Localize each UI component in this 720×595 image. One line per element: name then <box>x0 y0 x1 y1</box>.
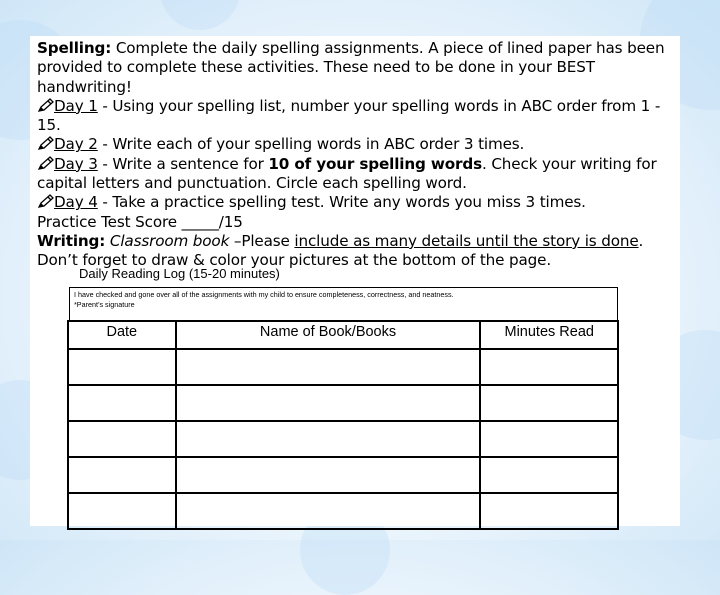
day-3-item <box>37 155 677 194</box>
day-2-label: Day 2 <box>54 135 98 154</box>
instructions <box>37 39 677 271</box>
spelling-label: Spelling: <box>37 39 112 57</box>
book-cell[interactable] <box>176 385 481 421</box>
pencil-icon <box>37 98 54 113</box>
column-header-minutes: Minutes Read <box>480 321 618 349</box>
date-cell[interactable] <box>68 493 176 529</box>
day-1-text: - Using your spelling list, number your spelling words in ABC order from 1 - 15. <box>37 96 661 135</box>
writing-underlined-text: include as many details until the story is done <box>294 231 639 250</box>
day-1-item <box>37 97 677 136</box>
writing-book: Classroom book <box>105 231 230 250</box>
spelling-text: Complete the daily spelling assignments. A piece of lined paper has been provided to complete these activities. These need to be done in your BEST handwriting! <box>37 39 665 96</box>
writing-text-b: . <box>638 231 644 250</box>
date-cell[interactable] <box>68 457 176 493</box>
date-cell[interactable] <box>68 385 176 421</box>
writing-instructions <box>37 232 677 251</box>
practice-test-score: Practice Test Score _____/15 <box>37 212 243 231</box>
parent-signature-label: *Parent’s signature <box>74 300 135 309</box>
minutes-cell[interactable] <box>480 385 618 421</box>
table-row <box>68 421 618 457</box>
day-2-text: - Write each of your spelling words in ABC order 3 times. <box>97 135 525 154</box>
table-row <box>68 349 618 385</box>
parent-signature-box[interactable] <box>69 287 618 321</box>
column-header-book: Name of Book/Books <box>176 321 481 349</box>
day-4-text: - Take a practice spelling test. Write any words you miss 3 times. <box>97 193 586 212</box>
pencil-icon <box>37 156 54 171</box>
minutes-cell[interactable] <box>480 421 618 457</box>
day-1-label: Day 1 <box>54 96 98 115</box>
book-cell[interactable] <box>176 421 481 457</box>
day-4-item <box>37 193 677 212</box>
reading-log-header-row <box>68 321 618 349</box>
minutes-cell[interactable] <box>480 493 618 529</box>
reading-log-title: Daily Reading Log (15-20 minutes) <box>79 266 280 281</box>
book-cell[interactable] <box>176 457 481 493</box>
pencil-icon <box>37 136 54 151</box>
day-3-text-a: - Write a sentence for <box>97 154 269 173</box>
reading-log-table <box>67 320 619 530</box>
day-3-text-b: . Check your writing for capital letters and punctuation. Circle each spelling word. <box>37 154 657 193</box>
table-row <box>68 457 618 493</box>
book-cell[interactable] <box>176 493 481 529</box>
date-cell[interactable] <box>68 421 176 457</box>
column-header-date: Date <box>68 321 176 349</box>
table-row <box>68 385 618 421</box>
spelling-instructions <box>37 39 677 97</box>
writing-text-a: –Please <box>229 231 295 250</box>
day-3-bold-text: 10 of your spelling words <box>268 154 482 173</box>
pencil-icon <box>37 194 54 209</box>
book-cell[interactable] <box>176 349 481 385</box>
worksheet-page <box>30 36 680 526</box>
day-3-label: Day 3 <box>54 154 98 173</box>
minutes-cell[interactable] <box>480 349 618 385</box>
table-row <box>68 493 618 529</box>
minutes-cell[interactable] <box>480 457 618 493</box>
date-cell[interactable] <box>68 349 176 385</box>
day-4-label: Day 4 <box>54 193 98 212</box>
writing-label: Writing: <box>37 231 106 250</box>
draw-reminder: Don’t forget to draw & color your pictures at the bottom of the page. <box>37 251 552 270</box>
parent-confirmation-text: I have checked and gone over all of the assignments with my child to ensure completeness, correctness, and neatness. <box>74 290 454 299</box>
day-2-item <box>37 135 677 154</box>
